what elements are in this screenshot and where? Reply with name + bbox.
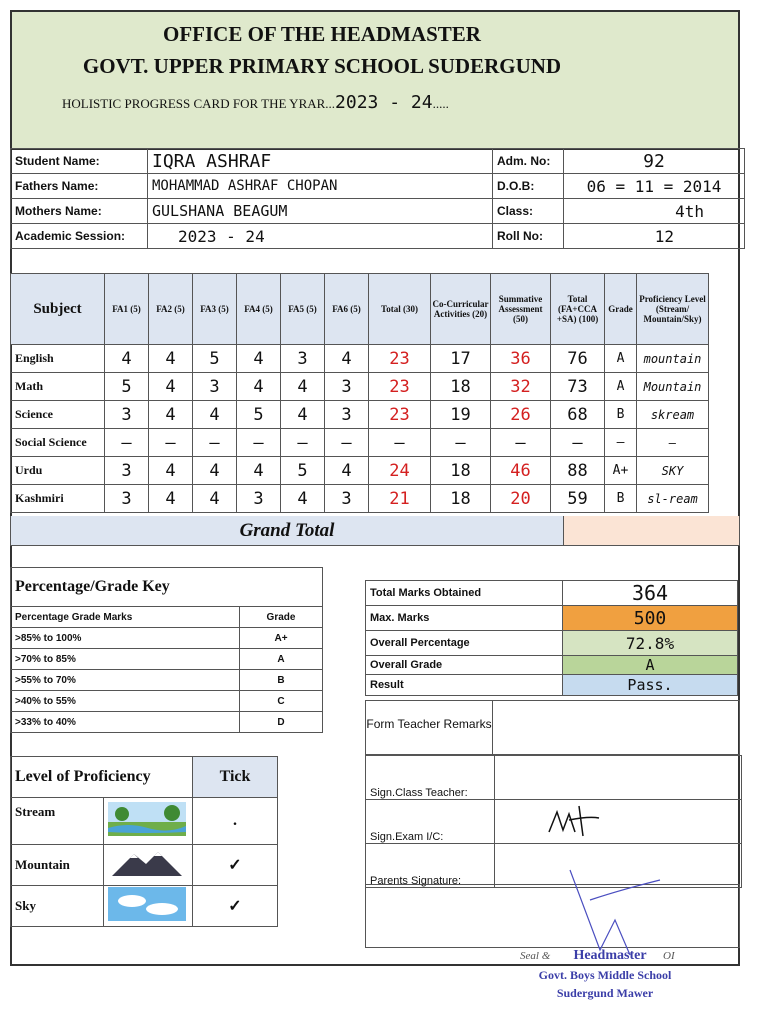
overall-grade: A [563,656,738,675]
office-title: OFFICE OF THE HEADMASTER [163,22,481,46]
range-cell: >40% to 55% [11,691,240,712]
dots-b: ..... [432,96,449,111]
card-header [12,12,738,150]
header-fa2: FA2 (5) [149,274,193,345]
subject-cell: Social Science [11,429,105,457]
fa2-cell: 4 [149,345,193,373]
fa2-cell: 4 [149,485,193,513]
header-fa1: FA1 (5) [105,274,149,345]
list-item [11,798,278,845]
grand-total-row [10,516,740,546]
subject-cell: Science [11,401,105,429]
level-cell: skream [637,401,709,429]
fa3-cell: 4 [193,485,237,513]
student-name: IQRA ASHRAF [148,149,493,174]
total30-cell: 23 [369,373,431,401]
form-teacher-remarks: Form Teacher Remarks [365,700,493,755]
level-cell: Mountain [637,373,709,401]
overall-pct: 72.8% [563,631,738,656]
header-level: Proficiency Level (Stream/ Mountain/Sky) [637,274,709,345]
total100-cell: 88 [551,457,605,485]
fa5-cell: — [281,429,325,457]
grade-cell: B [240,670,323,691]
sa-cell: — [491,429,551,457]
fa1-cell: 3 [105,401,149,429]
class-value: 4th [564,199,745,224]
fa1-cell: 3 [105,485,149,513]
father-name: MOHAMMAD ASHRAF CHOPAN [148,174,493,199]
cca-cell: 18 [431,485,491,513]
subject-cell: Kashmiri [11,485,105,513]
sa-cell: 26 [491,401,551,429]
grand-total-value [564,516,739,545]
dob-label: D.O.B: [493,174,564,199]
total100-cell: 73 [551,373,605,401]
list-item [11,628,323,649]
fa5-cell: 4 [281,485,325,513]
list-item [11,886,278,927]
fa5-cell: 4 [281,373,325,401]
level-name: Sky [11,886,104,927]
tick-cell: ✓ [193,845,278,886]
marks-table [10,273,709,513]
father-label: Fathers Name: [11,174,148,199]
level-cell: — [637,429,709,457]
total100-cell: 76 [551,345,605,373]
table-row [11,401,709,429]
stamp-place: Sudergund Mawer [556,986,654,1000]
session-label: Academic Session: [11,224,148,249]
mountain-image [104,845,193,886]
total-marks: 364 [563,581,738,606]
fa4-cell: — [237,429,281,457]
tick-header: Tick [193,757,278,798]
dots-a: ... [325,96,336,111]
header-total30: Total (30) [369,274,431,345]
adm-no: 92 [564,149,745,174]
signature-table [365,755,742,888]
header-subject: Subject [11,274,105,345]
cca-cell: — [431,429,491,457]
max-marks-label: Max. Marks [366,606,563,631]
fa6-cell: — [325,429,369,457]
parents-label: Parents Signature: [366,844,495,888]
fa3-cell: — [193,429,237,457]
fa6-cell: 3 [325,373,369,401]
fa3-cell: 4 [193,457,237,485]
grade-cell: A+ [605,457,637,485]
stamp-headmaster: Headmaster [573,948,647,963]
level-name: Mountain [11,845,104,886]
total30-cell: — [369,429,431,457]
mother-label: Mothers Name: [11,199,148,224]
tick-cell: ✓ [193,886,278,927]
fa3-cell: 3 [193,373,237,401]
pct-label: Overall Percentage [366,631,563,656]
grand-total-label: Grand Total [11,516,564,545]
total100-cell: 59 [551,485,605,513]
subject-cell: Math [11,373,105,401]
fa6-cell: 4 [325,345,369,373]
header-fa3: FA3 (5) [193,274,237,345]
fa1-cell: — [105,429,149,457]
grade-cell: D [240,712,323,733]
seal-box [365,884,740,948]
fa6-cell: 3 [325,401,369,429]
signature-scribble-icon [499,802,619,838]
range-cell: >33% to 40% [11,712,240,733]
total30-cell: 24 [369,457,431,485]
fa3-cell: 4 [193,401,237,429]
list-item [11,691,323,712]
cca-cell: 18 [431,373,491,401]
header-fa6: FA6 (5) [325,274,369,345]
max-marks: 500 [563,606,738,631]
fa2-cell: 4 [149,373,193,401]
total30-cell: 21 [369,485,431,513]
marks-header-row [11,274,709,345]
class-label: Class: [493,199,564,224]
roll-label: Roll No: [493,224,564,249]
exam-ic-sign [495,800,742,844]
sa-cell: 20 [491,485,551,513]
card-label: HOLISTIC PROGRESS CARD FOR THE YRAR [62,96,326,111]
stamp-school: Govt. Boys Middle School [538,968,672,982]
fa4-cell: 4 [237,345,281,373]
grade-cell: C [240,691,323,712]
mountain-icon [108,846,186,880]
sa-cell: 46 [491,457,551,485]
fa2-cell: — [149,429,193,457]
table-row [11,457,709,485]
total100-cell: — [551,429,605,457]
fa5-cell: 5 [281,457,325,485]
grade-cell: A [240,649,323,670]
grade-cell: A [605,345,637,373]
table-row [11,429,709,457]
result-value: Pass. [563,675,738,696]
header-fa4: FA4 (5) [237,274,281,345]
fa4-cell: 5 [237,401,281,429]
cca-cell: 18 [431,457,491,485]
header-fa5: FA5 (5) [281,274,325,345]
student-name-label: Student Name: [11,149,148,174]
header-cca: Co-Curricular Activities (20) [431,274,491,345]
cca-cell: 19 [431,401,491,429]
total-marks-label: Total Marks Obtained [366,581,563,606]
fa3-cell: 5 [193,345,237,373]
stream-image [104,798,193,845]
table-row [11,485,709,513]
result-label: Result [366,675,563,696]
student-info-table [10,148,745,249]
fa1-cell: 5 [105,373,149,401]
fa2-cell: 4 [149,401,193,429]
table-row [11,345,709,373]
grade-cell: — [605,429,637,457]
session-value: 2023 - 24 [148,224,493,249]
cca-cell: 17 [431,345,491,373]
total30-cell: 23 [369,401,431,429]
class-teacher-sign [495,756,742,800]
proficiency-title: Level of Proficiency [11,757,193,798]
fa2-cell: 4 [149,457,193,485]
sky-image [104,886,193,927]
level-cell: SKY [637,457,709,485]
fa1-cell: 4 [105,345,149,373]
sa-cell: 32 [491,373,551,401]
range-cell: >55% to 70% [11,670,240,691]
list-item [11,845,278,886]
level-cell: sl-ream [637,485,709,513]
school-name: GOVT. UPPER PRIMARY SCHOOL SUDERGUND [82,54,562,78]
level-name: Stream [11,798,104,845]
fa4-cell: 3 [237,485,281,513]
card-label-line [62,92,449,113]
header-grade: Grade [605,274,637,345]
range-cell: >70% to 85% [11,649,240,670]
stream-icon [108,802,186,836]
fa6-cell: 4 [325,457,369,485]
header-sa: Summative Assessment (50) [491,274,551,345]
summary-table [365,580,738,696]
fa6-cell: 3 [325,485,369,513]
grade-key-title: Percentage/Grade Key [11,568,323,607]
remarks-value [493,700,740,755]
fa5-cell: 3 [281,345,325,373]
level-cell: mountain [637,345,709,373]
proficiency-table [10,756,278,927]
grade-key-table [10,567,323,733]
fa1-cell: 3 [105,457,149,485]
grade-label: Overall Grade [366,656,563,675]
exam-ic-label: Sign.Exam I/C: [366,800,495,844]
list-item [11,712,323,733]
list-item [11,649,323,670]
grade-cell: B [605,485,637,513]
table-row [11,373,709,401]
seal-label-tail: OI [663,950,675,962]
fa4-cell: 4 [237,373,281,401]
grade-key-col2: Grade [240,607,323,628]
roll-no: 12 [564,224,745,249]
grade-cell: B [605,401,637,429]
grade-key-col1: Percentage Grade Marks [11,607,240,628]
dob: 06 = 11 = 2014 [564,174,745,199]
subject-cell: English [11,345,105,373]
list-item [11,670,323,691]
fa4-cell: 4 [237,457,281,485]
grade-cell: A [605,373,637,401]
mother-name: GULSHANA BEAGUM [148,199,493,224]
academic-year: 2023 - 24 [335,92,433,113]
sa-cell: 36 [491,345,551,373]
total100-cell: 68 [551,401,605,429]
subject-cell: Urdu [11,457,105,485]
grade-cell: A+ [240,628,323,649]
adm-label: Adm. No: [493,149,564,174]
class-teacher-label: Sign.Class Teacher: [366,756,495,800]
tick-cell: . [193,798,278,845]
total30-cell: 23 [369,345,431,373]
sky-icon [108,887,186,921]
range-cell: >85% to 100% [11,628,240,649]
header-total100: Total (FA+CCA +SA) (100) [551,274,605,345]
seal-label-text: Seal & [520,950,551,962]
fa5-cell: 4 [281,401,325,429]
